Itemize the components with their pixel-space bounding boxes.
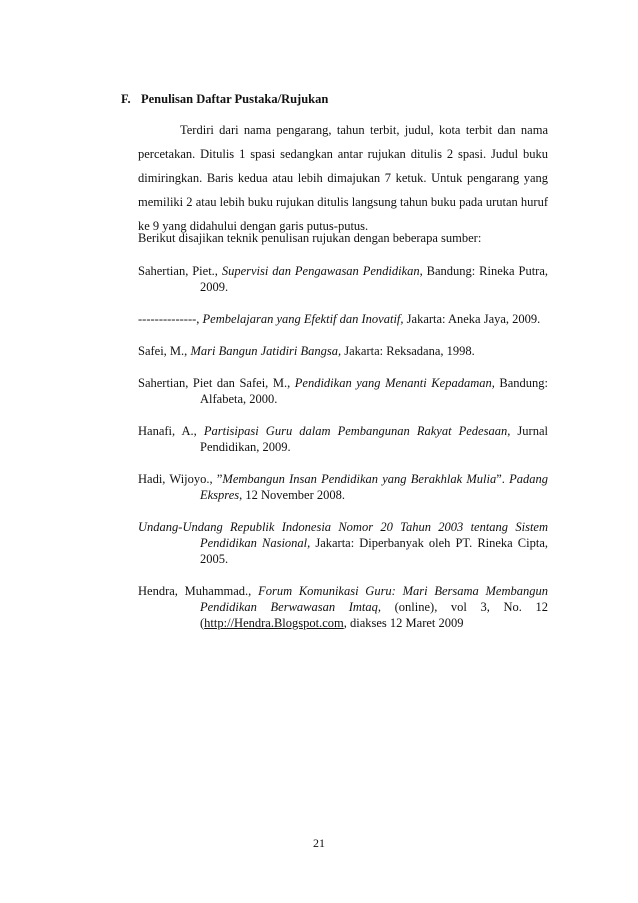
section-title: Penulisan Daftar Pustaka/Rujukan <box>141 92 329 106</box>
intro-paragraph: Terdiri dari nama pengarang, tahun terbit, judul, kota terbit dan nama percetakan. Ditulis 1 spasi sedangkan antar rujukan ditulis 2 spasi. Judul buku dimiringkan. Baris kedua atau lebih dimajukan 7 ketuk. Untuk pengarang yang memiliki 2 atau lebih buku rujukan ditulis langsung tahun buku pada urutan huruf ke 9 yang didahului dengan garis putus-putus. <box>138 123 548 233</box>
reference-list <box>138 263 548 647</box>
reference-item: Hendra, Muhammad., Forum Komunikasi Guru: Mari Bersama Membangun Pendidikan Berwawasan Imtaq, (online), vol 3, No. 12 (http://Hendra.Blogspot.com, diakses 12 Maret 2009 <box>138 584 548 630</box>
reference-item: Sahertian, Piet., Supervisi dan Pengawasan Pendidikan, Bandung: Rineka Putra, 2009. <box>138 264 548 294</box>
reference-item: --------------, Pembelajaran yang Efektif dan Inovatif, Jakarta: Aneka Jaya, 2009. <box>138 312 541 326</box>
reference-item: Safei, M., Mari Bangun Jatidiri Bangsa, Jakarta: Reksadana, 1998. <box>138 344 475 358</box>
reference-link[interactable]: http://Hendra.Blogspot.com <box>204 616 344 630</box>
reference-item: Hadi, Wijoyo., ”Membangun Insan Pendidikan yang Berakhlak Mulia”. Padang Ekspres, 12 November 2008. <box>138 472 548 502</box>
reference-item: Hanafi, A., Partisipasi Guru dalam Pembangunan Rakyat Pedesaan, Jurnal Pendidikan, 2009. <box>138 424 548 454</box>
section-letter: F. <box>121 92 131 106</box>
reference-item: Sahertian, Piet dan Safei, M., Pendidikan yang Menanti Kepadaman, Bandung: Alfabeta, 2000. <box>138 376 549 406</box>
section-heading <box>121 92 328 107</box>
page-number: 21 <box>313 836 325 850</box>
intro-line: Berikut disajikan teknik penulisan rujukan dengan beberapa sumber: <box>138 231 482 245</box>
reference-item: Undang-Undang Republik Indonesia Nomor 20 Tahun 2003 tentang Sistem Pendidikan Nasional, Jakarta: Diperbanyak oleh PT. Rineka Cipta, 2005. <box>138 520 548 566</box>
